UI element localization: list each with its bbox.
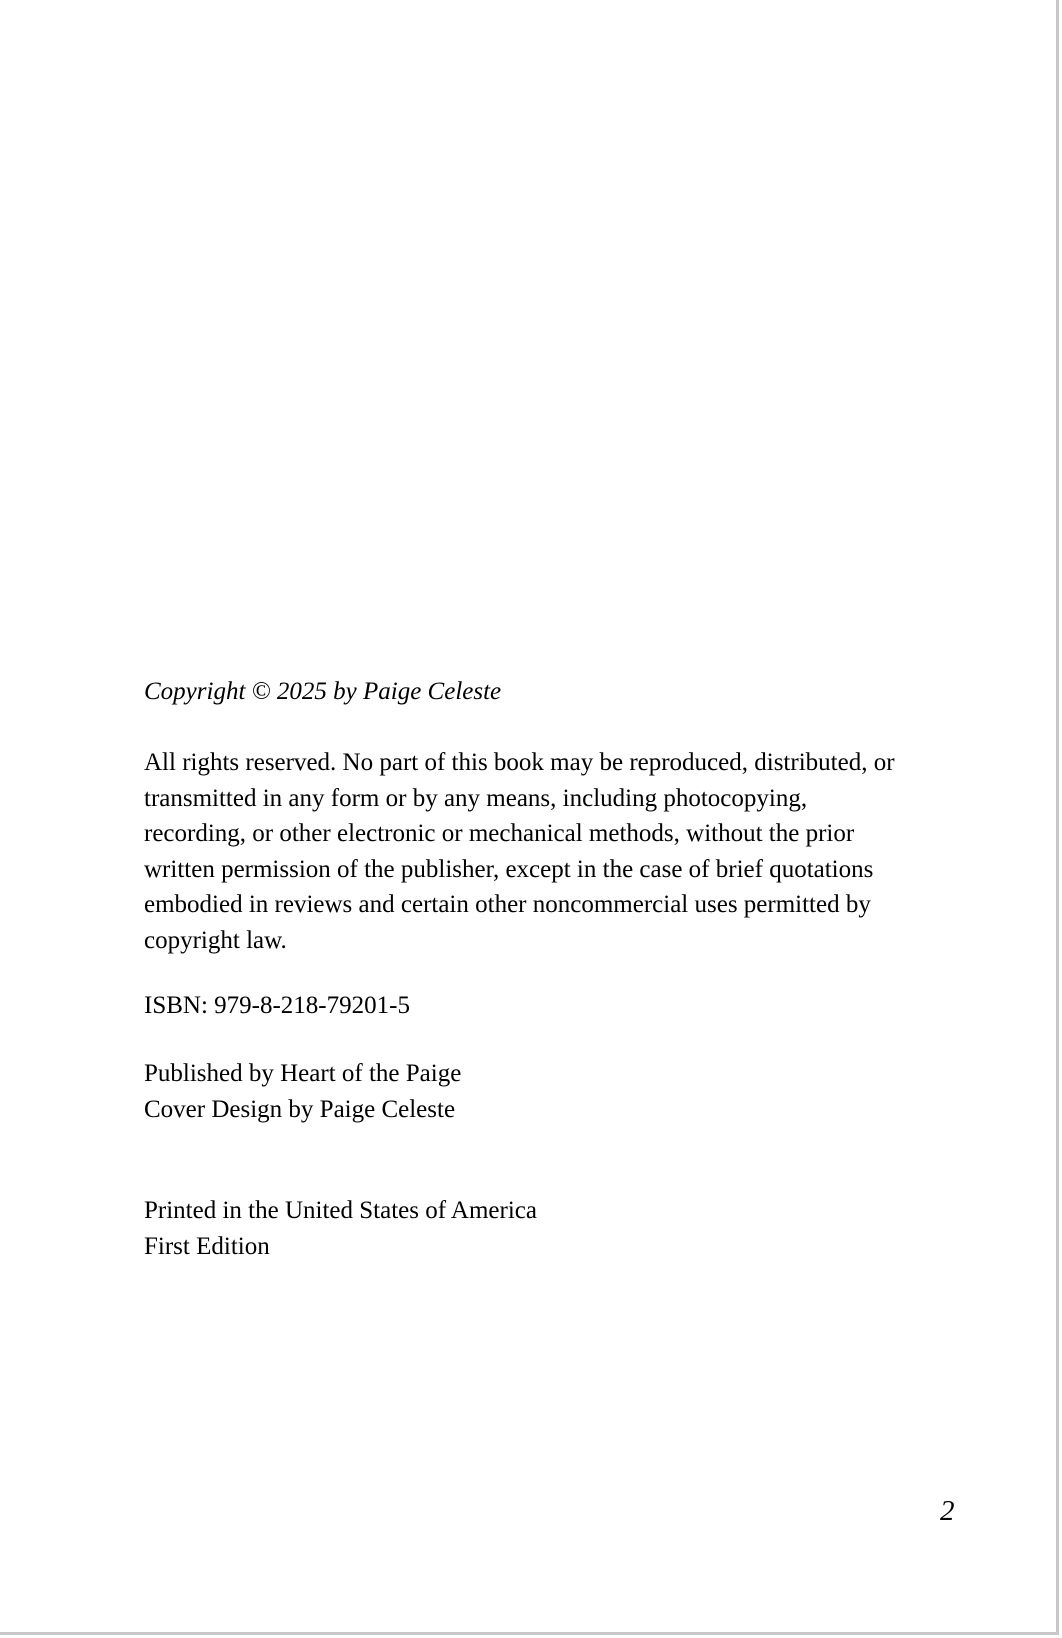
rights-line: copyright law. xyxy=(144,926,287,954)
printed-in: Printed in the United States of America xyxy=(144,1197,537,1224)
isbn: ISBN: 979-8-218-79201-5 xyxy=(144,992,410,1019)
rights-line: All rights reserved. No part of this book may be reproduced, distributed, or xyxy=(144,749,895,776)
credits-block xyxy=(144,1056,461,1127)
rights-reserved-paragraph xyxy=(144,745,964,958)
rights-line: written permission of the publisher, except in the case of brief quotations xyxy=(144,855,874,883)
rights-line: recording, or other electronic or mechanical methods, without the prior xyxy=(144,820,855,847)
page-number: 2 xyxy=(940,1495,955,1527)
rights-line: embodied in reviews and certain other noncommercial uses permitted by xyxy=(144,891,871,918)
printing-block xyxy=(144,1193,537,1264)
publisher-credit: Published by Heart of the Paige xyxy=(144,1060,462,1087)
copyright-notice: Copyright © 2025 by Paige Celeste xyxy=(144,678,502,705)
rights-line: transmitted in any form or by any means, including photocopying, xyxy=(144,784,808,812)
cover-design-credit: Cover Design by Paige Celeste xyxy=(144,1095,456,1123)
edition: First Edition xyxy=(144,1232,270,1260)
